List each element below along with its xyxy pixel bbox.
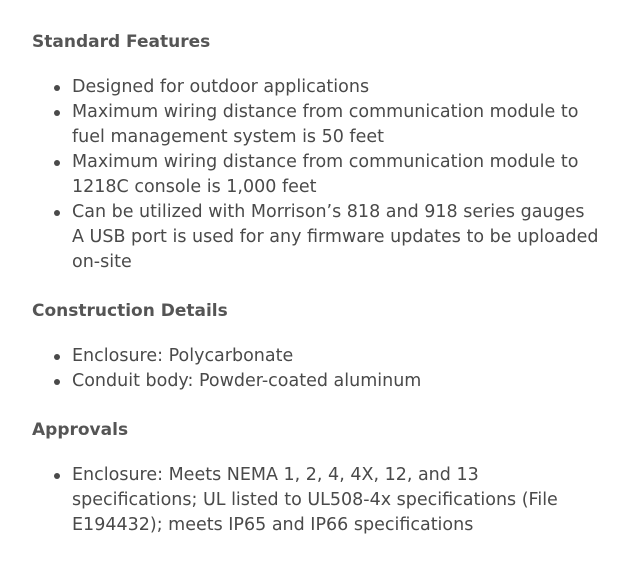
- feature-list: [32, 75, 602, 275]
- list-item: Enclosure: Polycarbonate: [72, 344, 602, 369]
- standard-features-section: [32, 30, 602, 275]
- list-item: Maximum wiring distance from communication module to 1218C console is 1,000 feet: [72, 150, 602, 200]
- list-item: Conduit body: Powder-coated aluminum: [72, 369, 602, 394]
- approvals-section: [32, 418, 602, 538]
- list-item: Can be utilized with Morrison’s 818 and 918 series gauges A USB port is used for any firmware updates to be uploaded on-site: [72, 200, 602, 275]
- section-heading: Standard Features: [32, 32, 211, 52]
- section-heading: Construction Details: [32, 301, 228, 321]
- section-heading: Approvals: [32, 420, 129, 440]
- approvals-list: [32, 463, 602, 538]
- product-specs: [32, 30, 602, 538]
- construction-list: [32, 344, 602, 394]
- list-item: Enclosure: Meets NEMA 1, 2, 4, 4X, 12, and 13 specifications; UL listed to UL508-4x specifications (File E194432); meets IP65 and IP66 specifications: [72, 463, 602, 538]
- list-item: Designed for outdoor applications: [72, 75, 602, 100]
- construction-details-section: [32, 299, 602, 394]
- list-item: Maximum wiring distance from communication module to fuel management system is 50 feet: [72, 100, 602, 150]
